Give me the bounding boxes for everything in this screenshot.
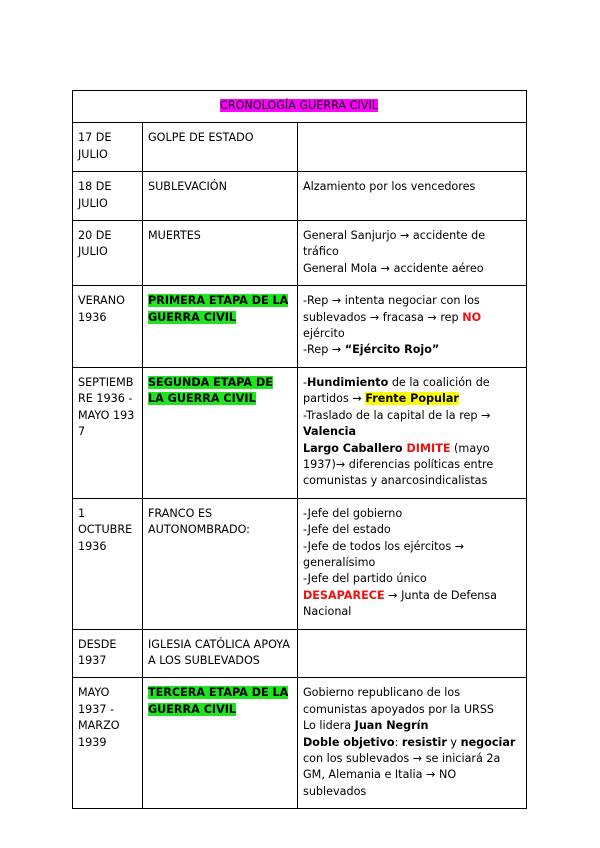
table-row [73,123,527,172]
detail-line [303,375,520,408]
details-cell [298,172,527,221]
details-cell [298,629,527,678]
emphasis-bold: Doble objetivo [303,735,395,749]
detail-line: Alzamiento por los vencedores [303,180,476,194]
table-row [73,678,527,809]
event-cell [143,678,298,809]
detail-text: -Rep → [303,343,345,357]
detail-text: -Rep → intenta negociar con los sublevados → fracasa → rep [303,294,480,324]
detail-line: General Sanjurjo → accidente de tráfico [303,229,486,259]
title-row [73,91,527,123]
emphasis-bold: Hundimiento [307,375,389,389]
event-cell [143,367,298,498]
emphasis-bold: “Ejército Rojo” [344,343,440,357]
date-cell: VERANO 1936 [73,286,143,368]
date-cell: MAYO 1937 - MARZO 1939 [73,678,143,809]
detail-text: con los sublevados → se iniciará 2a GM, Alemania e Italia → NO sublevados [303,752,501,798]
detail-text: -Traslado de la capital de la rep → [303,408,491,422]
emphasis-bold: Juan Negrín [354,719,429,733]
table-row [73,629,527,678]
emphasis-bold: Valencia [303,425,356,439]
date-cell: 20 DE JULIO [73,221,143,286]
detail-line [303,408,520,441]
event-cell: GOLPE DE ESTADO [143,123,298,172]
event-cell: IGLESIA CATÓLICA APOYA A LOS SUBLEVADOS [143,629,298,678]
detail-line: -Jefe de todos los ejércitos → generalísimo [303,539,465,569]
detail-line [303,588,520,621]
event-cell [143,286,298,368]
detail-line [303,735,520,801]
table-row [73,498,527,629]
event-cell: SUBLEVACIÓN [143,172,298,221]
date-cell: 17 DE JULIO [73,123,143,172]
event-cell: FRANCO ES AUTONOMBRADO: [143,498,298,629]
detail-line: Gobierno republicano de los comunistas apoyados por la URSS [303,686,495,716]
table-row [73,172,527,221]
emphasis-bold: Largo Caballero [303,441,407,455]
details-cell [298,678,527,809]
chronology-table [72,90,527,809]
detail-line [303,718,520,734]
detail-text: - [303,375,308,389]
stage-label: SEGUNDA ETAPA DE LA GUERRA CIVIL [148,375,273,406]
emphasis-bold: negociar [460,735,516,749]
details-cell [298,286,527,368]
table-row [73,221,527,286]
event-cell: MUERTES [143,221,298,286]
detail-text: ejército [303,327,345,341]
detail-text: y [446,735,461,749]
emphasis-red: DESAPARECE [303,588,385,602]
date-cell: SEPTIEMBRE 1936 - MAYO 1937 [73,367,143,498]
detail-text: de la coalición de partidos → [303,375,490,406]
detail-line: -Jefe del gobierno [303,506,403,520]
details-cell [298,221,527,286]
emphasis-yellow: Frente Popular [365,392,459,406]
detail-text: → Junta de Defensa Nacional [303,588,497,619]
detail-line [303,441,520,490]
detail-line: -Jefe del partido único [303,572,427,586]
date-cell: 1 OCTUBRE 1936 [73,498,143,629]
details-cell [298,367,527,498]
emphasis-red: NO [462,310,482,324]
details-cell [298,498,527,629]
detail-text: Lo lidera [303,719,355,733]
detail-line [303,293,520,342]
title-cell [73,91,527,123]
date-cell: 18 DE JULIO [73,172,143,221]
table-title: CRONOLOGÍA GUERRA CIVIL [220,99,378,112]
table-row [73,367,527,498]
details-cell [298,123,527,172]
stage-label: TERCERA ETAPA DE LA GUERRA CIVIL [148,686,289,716]
date-cell: DESDE 1937 [73,629,143,678]
detail-line: General Mola → accidente aéreo [303,261,484,275]
table-row [73,286,527,368]
detail-line: -Jefe del estado [303,523,391,537]
emphasis-bold: resistir [401,735,447,749]
stage-label: PRIMERA ETAPA DE LA GUERRA CIVIL [148,294,289,324]
emphasis-red: DIMITE [406,441,451,455]
detail-line [303,342,520,358]
detail-text: (mayo 1937)→ diferencias políticas entre comunistas y anarcosindicalistas [303,441,494,488]
detail-text: : [394,735,402,749]
